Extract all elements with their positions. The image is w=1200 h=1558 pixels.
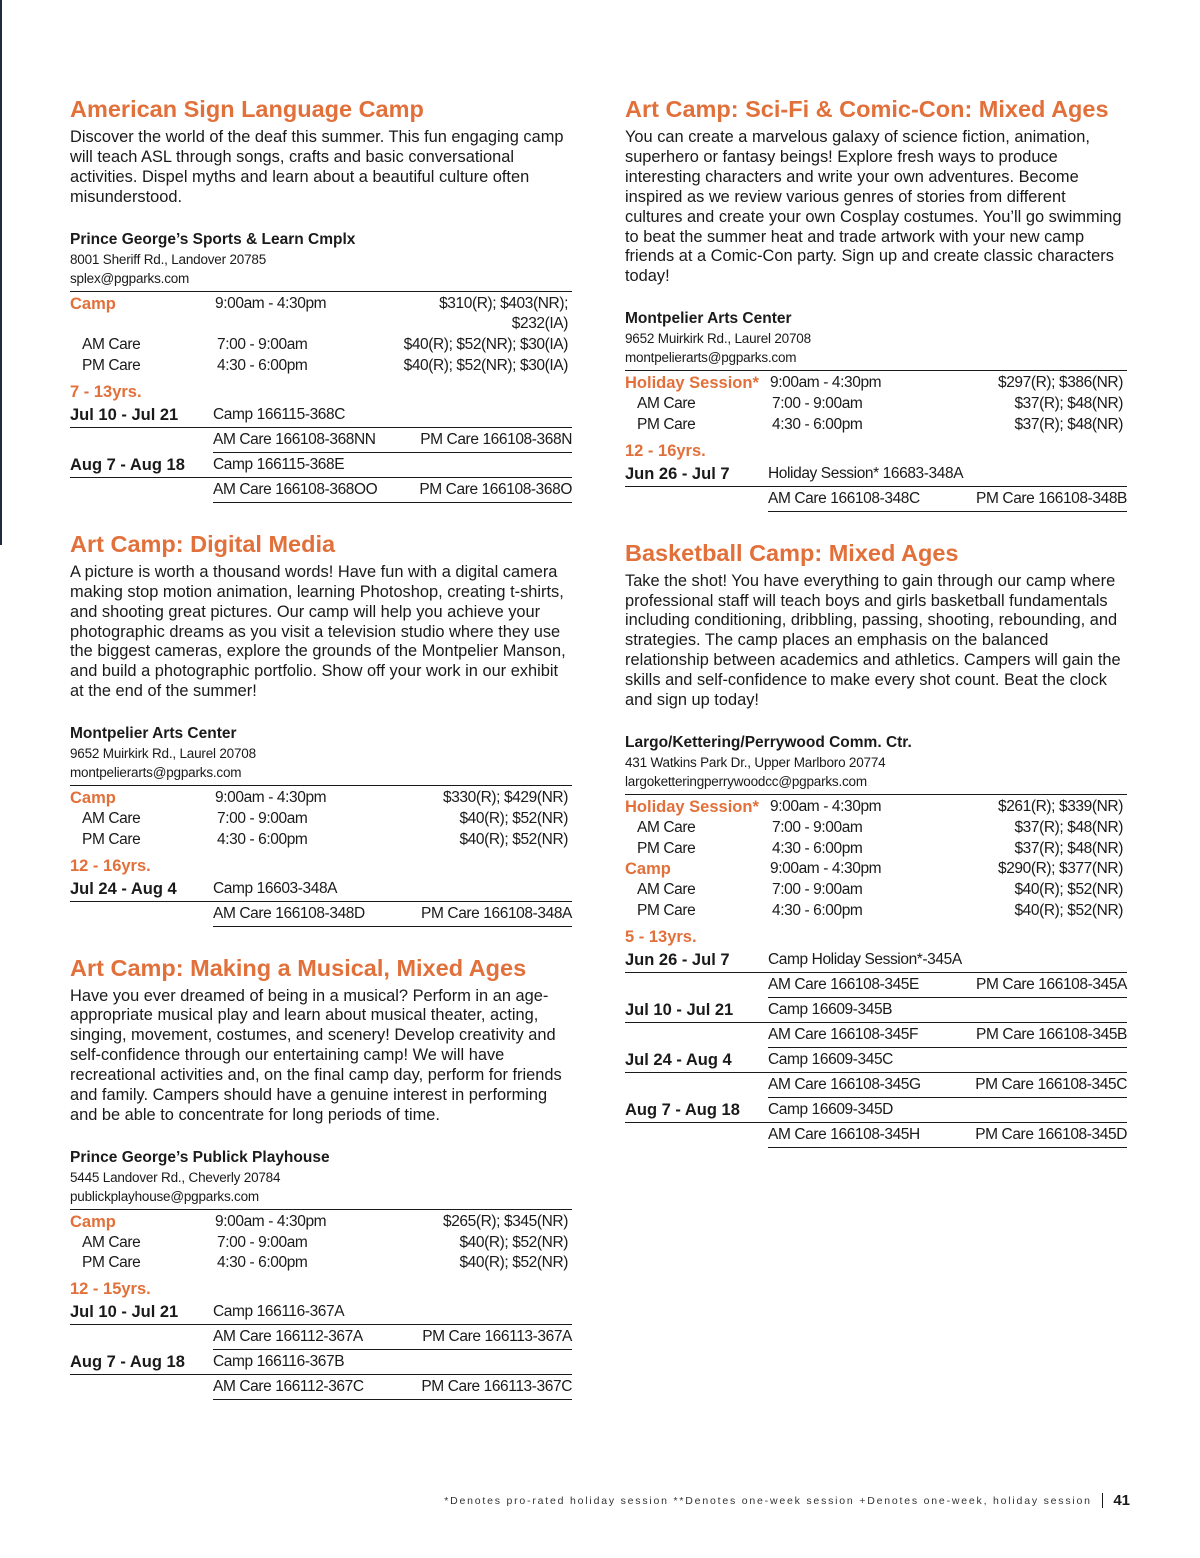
camp-description: Take the shot! You have everything to gain through our camp where professional staff will teach boys and girls basketball fundamentals including conditioning, dribbling, passing, shooting, rebounding, and strategies. The camp places an emphasis on the balanced relationship between academics and athletics. Campers will gain the skills and self-confidence to make every shot count. Beat the clock and sign up today!	[625, 571, 1121, 710]
camp-section	[70, 953, 572, 1401]
rate-row	[625, 859, 1127, 880]
rate-label: AM Care	[82, 1233, 141, 1251]
venue-email[interactable]: publickplayhouse@pgparks.com	[70, 1188, 259, 1204]
session-code: Camp 16609-345B	[768, 1000, 893, 1018]
session-row	[70, 453, 572, 478]
session-row	[625, 998, 1127, 1023]
rate-row	[70, 335, 572, 356]
session-block	[625, 998, 1127, 1048]
rate-time: 4:30 - 6:00pm	[217, 1254, 308, 1272]
rate-price: $40(R); $52(NR)	[1014, 881, 1123, 899]
pm-care-code: PM Care 166113-367C	[421, 1378, 572, 1396]
session-row	[625, 1048, 1127, 1073]
pm-care-code: PM Care 166108-368O	[419, 480, 572, 498]
page-footer	[444, 1492, 1130, 1509]
rate-time: 7:00 - 9:00am	[772, 395, 863, 413]
rate-label: Holiday Session*	[625, 374, 759, 393]
rate-label: PM Care	[637, 901, 696, 919]
camp-description: Have you ever dreamed of being in a musical? Perform in an age-appropriate musical play and learn about musical theater, acting, singing, movement, costumes, and scenery! Develop creativity and self-confidence through our entertaining camp! We will have recreational activities and, on the final camp day, perform for friends and family. Campers should have a genuine interest in performing and be able to concentrate for long periods of time.	[70, 986, 562, 1124]
rate-label: AM Care	[82, 336, 141, 354]
rate-label: Camp	[70, 294, 116, 313]
footer-divider	[1102, 1493, 1104, 1508]
pm-care-code: PM Care 166108-345A	[976, 975, 1127, 993]
venue-name: Prince George’s Sports & Learn Cmplx	[70, 230, 356, 248]
rate-label: Holiday Session*	[625, 797, 759, 816]
age-range: 7 - 13yrs.	[70, 382, 142, 401]
pm-care-code: PM Care 166108-345D	[975, 1125, 1127, 1143]
rates-table	[625, 370, 1127, 435]
session-block	[70, 1300, 572, 1350]
venue-email[interactable]: montpelierarts@pgparks.com	[70, 765, 242, 781]
care-row	[213, 478, 572, 503]
rate-price: $40(R); $52(NR)	[459, 1233, 568, 1251]
venue-email[interactable]: splex@pgparks.com	[70, 270, 190, 286]
rate-row	[70, 830, 572, 851]
rate-row	[625, 797, 1127, 818]
session-row	[625, 948, 1127, 973]
care-row	[213, 902, 572, 927]
rate-row	[70, 1233, 572, 1254]
camp-section	[625, 538, 1127, 1148]
care-row	[768, 973, 1127, 998]
venue-address: 431 Watkins Park Dr., Upper Marlboro 20774	[625, 754, 886, 770]
session-code: Holiday Session* 16683-348A	[768, 464, 964, 482]
rate-label: PM Care	[637, 839, 696, 857]
page-number: 41	[1113, 1492, 1130, 1509]
session-code: Camp 16609-345D	[768, 1100, 893, 1118]
session-dates: Jun 26 - Jul 7	[625, 950, 730, 969]
camp-section	[70, 529, 572, 927]
am-care-code: AM Care 166108-348C	[768, 489, 920, 507]
session-row	[70, 1300, 572, 1325]
rate-time: 9:00am - 4:30pm	[770, 374, 882, 392]
session-dates: Jul 10 - Jul 21	[70, 1303, 179, 1322]
rate-row	[625, 901, 1127, 922]
rate-time: 7:00 - 9:00am	[217, 336, 308, 354]
rate-time: 9:00am - 4:30pm	[215, 294, 327, 312]
rate-price: $37(R); $48(NR)	[1014, 395, 1123, 413]
session-dates: Aug 7 - Aug 18	[70, 1353, 185, 1372]
rate-label: AM Care	[637, 881, 696, 899]
rate-label: AM Care	[637, 818, 696, 836]
session-block	[625, 462, 1127, 512]
pm-care-code: PM Care 166108-345C	[975, 1075, 1127, 1093]
rate-time: 9:00am - 4:30pm	[770, 797, 882, 815]
venue-email[interactable]: montpelierarts@pgparks.com	[625, 350, 797, 366]
rates-table	[70, 1209, 572, 1274]
camp-title: Basketball Camp: Mixed Ages	[625, 539, 959, 566]
session-block	[625, 1048, 1127, 1098]
pm-care-code: PM Care 166108-368N	[420, 430, 572, 448]
rate-time: 7:00 - 9:00am	[217, 809, 308, 827]
rate-label: PM Care	[637, 415, 696, 433]
am-care-code: AM Care 166108-368NN	[213, 430, 376, 448]
rate-time: 4:30 - 6:00pm	[772, 901, 863, 919]
session-block	[70, 403, 572, 453]
rate-price: $40(R); $52(NR)	[1014, 901, 1123, 919]
session-code: Camp 16603-348A	[213, 879, 338, 897]
rate-price: $265(R); $345(NR)	[442, 1212, 568, 1230]
rate-label: PM Care	[82, 830, 141, 848]
am-care-code: AM Care 166108-345E	[768, 975, 919, 993]
session-code: Camp 16609-345C	[768, 1050, 893, 1068]
rate-price: $261(R); $339(NR)	[997, 797, 1123, 815]
rate-label: AM Care	[82, 809, 141, 827]
rate-price: $297(R); $386(NR)	[997, 374, 1123, 392]
rate-price: $37(R); $48(NR)	[1014, 415, 1123, 433]
camp-title: American Sign Language Camp	[70, 96, 424, 122]
camp-description: Discover the world of the deaf this summer. This fun engaging camp will teach ASL through songs, crafts and basic conversational activities. Dispel myths and learn about a beautiful culture often misunderstood.	[70, 128, 564, 206]
care-row	[768, 1073, 1127, 1098]
rate-price: $330(R); $429(NR)	[442, 789, 568, 807]
am-care-code: AM Care 166108-368OO	[213, 480, 378, 498]
camp-section	[625, 94, 1127, 512]
am-care-code: AM Care 166112-367A	[213, 1328, 363, 1346]
rate-price: $37(R); $48(NR)	[1014, 818, 1123, 836]
session-row	[625, 1098, 1127, 1123]
pm-care-code: PM Care 166108-345B	[976, 1025, 1127, 1043]
camp-description: A picture is worth a thousand words! Have fun with a digital camera making stop motion animation, learning Photoshop, creating t-shirts, and shooting great pictures. Our camp will help you achieve your photographic dreams as you visit a television studio where they use the biggest cameras, explore the grounds of the Montpelier Manson, and build a photographic portfolio. Show off your work in our exhibit at the end of the summer!	[70, 562, 566, 701]
venue-address: 8001 Sheriff Rd., Landover 20785	[70, 251, 267, 267]
rates-table	[70, 291, 572, 377]
rate-row	[625, 415, 1127, 436]
rate-time: 4:30 - 6:00pm	[217, 830, 308, 848]
rate-price: $37(R); $48(NR)	[1014, 839, 1123, 857]
session-code: Camp Holiday Session*-345A	[768, 950, 962, 968]
session-code: Camp 166116-367B	[213, 1353, 345, 1371]
rates-table	[70, 785, 572, 850]
rate-time: 9:00am - 4:30pm	[215, 789, 327, 807]
session-dates: Jul 24 - Aug 4	[70, 879, 177, 898]
rate-time: 7:00 - 9:00am	[217, 1233, 308, 1251]
care-row	[768, 1123, 1127, 1148]
left-column	[70, 94, 572, 1426]
session-block	[70, 453, 572, 503]
camp-title: Art Camp: Sci-Fi & Comic-Con: Mixed Ages	[625, 96, 1109, 122]
rate-row	[70, 788, 572, 809]
camp-section	[70, 94, 572, 503]
care-row	[768, 487, 1127, 512]
age-range: 12 - 16yrs.	[70, 856, 151, 875]
pm-care-code: PM Care 166108-348A	[421, 904, 572, 922]
rate-time: 4:30 - 6:00pm	[772, 839, 863, 857]
venue-name: Montpelier Arts Center	[70, 725, 237, 743]
rate-time: 4:30 - 6:00pm	[772, 415, 863, 433]
rates-table	[625, 794, 1127, 922]
session-row	[70, 403, 572, 428]
session-block	[70, 1350, 572, 1400]
am-care-code: AM Care 166108-345F	[768, 1025, 919, 1043]
session-dates: Aug 7 - Aug 18	[70, 455, 185, 474]
rate-label: Camp	[70, 1212, 116, 1231]
rate-price: $40(R); $52(NR)	[459, 809, 568, 827]
session-row	[70, 1350, 572, 1375]
session-row	[70, 877, 572, 902]
am-care-code: AM Care 166112-367C	[213, 1378, 364, 1396]
session-dates: Jul 24 - Aug 4	[625, 1050, 732, 1069]
rate-label: PM Care	[82, 1254, 141, 1272]
rate-label: Camp	[70, 789, 116, 808]
age-range: 12 - 15yrs.	[70, 1280, 151, 1299]
rate-row	[70, 294, 572, 336]
rate-row	[625, 880, 1127, 901]
rate-row	[625, 839, 1127, 860]
rate-row	[70, 809, 572, 830]
rate-price: $40(R); $52(NR); $30(IA)	[403, 357, 568, 375]
session-dates: Jul 10 - Jul 21	[625, 1000, 734, 1019]
session-block	[625, 1098, 1127, 1148]
footer-note: *Denotes pro-rated holiday session **Denotes one-week session +Denotes one-week, holiday session	[444, 1494, 1092, 1507]
care-row	[213, 1325, 572, 1350]
session-block	[70, 877, 572, 927]
age-range: 12 - 16yrs.	[625, 441, 706, 460]
page-edge-bar	[0, 0, 2, 545]
venue-name: Montpelier Arts Center	[625, 310, 792, 328]
venue-address: 9652 Muirkirk Rd., Laurel 20708	[70, 746, 256, 762]
am-care-code: AM Care 166108-345H	[768, 1125, 920, 1143]
venue-address: 5445 Landover Rd., Cheverly 20784	[70, 1169, 281, 1185]
rate-label: PM Care	[82, 357, 141, 375]
camp-description: You can create a marvelous galaxy of science fiction, animation, superhero or fantasy beings! Explore fresh ways to produce interesting characters and write your own adventures. Become inspired as we review various genres of stories from different cultures and create your own Cosplay costumes. You’ll go swimming to beat the summer heat and trade artwork with your new camp friends at a Comic-Con party. Sign up and create classic characters today!	[625, 128, 1122, 286]
camp-title: Art Camp: Digital Media	[70, 530, 336, 557]
rate-time: 4:30 - 6:00pm	[217, 357, 308, 375]
rate-row	[625, 818, 1127, 839]
rate-row	[625, 373, 1127, 394]
rate-price: $290(R); $377(NR)	[997, 860, 1123, 878]
rate-time: 9:00am - 4:30pm	[215, 1212, 327, 1230]
rate-row	[625, 394, 1127, 415]
care-row	[213, 428, 572, 453]
rate-row	[70, 356, 572, 377]
rate-row	[70, 1253, 572, 1274]
right-column	[625, 94, 1127, 1174]
rate-label: Camp	[625, 860, 671, 879]
session-dates: Aug 7 - Aug 18	[625, 1100, 740, 1119]
rate-price: $40(R); $52(NR)	[459, 1254, 568, 1272]
venue-email[interactable]: largoketteringperrywoodcc@pgparks.com	[625, 773, 867, 789]
rate-price: $310(R); $403(NR); $232(IA)	[439, 294, 568, 333]
venue-name: Largo/Kettering/Perrywood Comm. Ctr.	[625, 733, 912, 751]
session-code: Camp 166116-367A	[213, 1303, 345, 1321]
rate-time: 7:00 - 9:00am	[772, 818, 863, 836]
venue-name: Prince George’s Publick Playhouse	[70, 1148, 330, 1166]
camp-title: Art Camp: Making a Musical, Mixed Ages	[70, 954, 527, 981]
am-care-code: AM Care 166108-345G	[768, 1075, 921, 1093]
session-dates: Jun 26 - Jul 7	[625, 464, 730, 483]
care-row	[213, 1375, 572, 1400]
rate-time: 7:00 - 9:00am	[772, 881, 863, 899]
rate-time: 9:00am - 4:30pm	[770, 860, 882, 878]
session-dates: Jul 10 - Jul 21	[70, 405, 179, 424]
rate-row	[70, 1212, 572, 1233]
care-row	[768, 1023, 1127, 1048]
session-code: Camp 166115-368E	[213, 455, 345, 473]
session-block	[625, 948, 1127, 998]
rate-price: $40(R); $52(NR); $30(IA)	[403, 336, 568, 354]
pm-care-code: PM Care 166113-367A	[422, 1328, 572, 1346]
venue-address: 9652 Muirkirk Rd., Laurel 20708	[625, 331, 811, 347]
am-care-code: AM Care 166108-348D	[213, 904, 365, 922]
rate-price: $40(R); $52(NR)	[459, 830, 568, 848]
session-code: Camp 166115-368C	[213, 405, 346, 423]
rate-label: AM Care	[637, 395, 696, 413]
age-range: 5 - 13yrs.	[625, 927, 697, 946]
session-row	[625, 462, 1127, 487]
pm-care-code: PM Care 166108-348B	[976, 489, 1127, 507]
